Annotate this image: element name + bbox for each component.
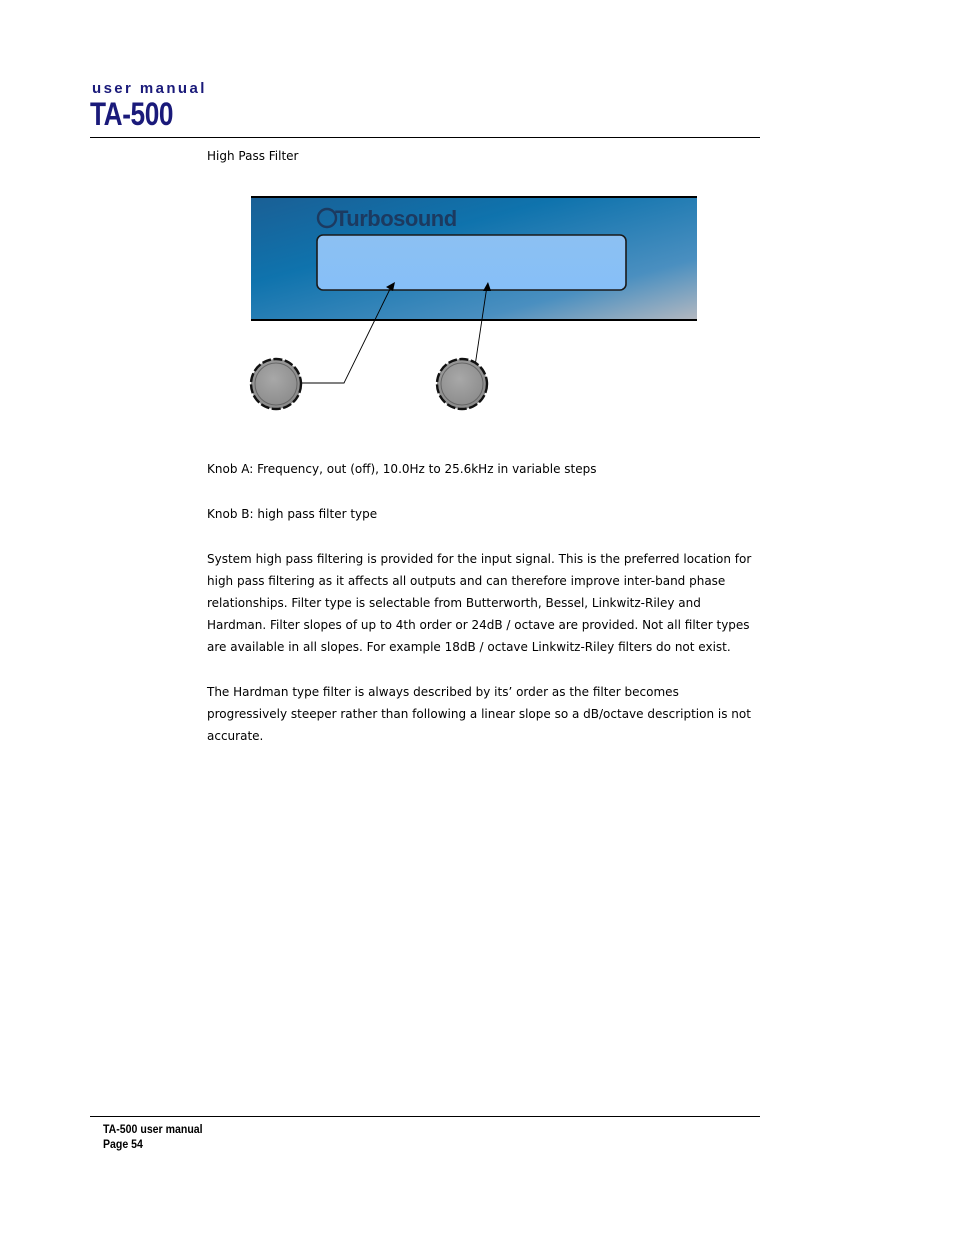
footer-manual-title: TA-500 user manual [103,1122,203,1136]
footer-page-number: Page 54 [103,1137,143,1151]
header-subtitle: user manual [92,80,207,97]
body-paragraph-1: System high pass filtering is provided for the input signal. This is the preferred location for high pass filtering as it affects all outputs and can therefore improve inter-band phase relationships. Filter type is selectable from Butterworth, Bessel, Linkwitz-Riley and Hardman. Filter slopes of up to 4th order or 24dB / octave are provided. Not all filter types are available in all slopes. For example 18dB / octave Linkwitz-Riley filters do not exist. [207,552,752,654]
header-title: TA-500 [90,96,174,132]
lcd-display [317,235,626,290]
header-rule [90,137,760,138]
footer-rule [90,1116,760,1117]
turbosound-logo [318,206,457,231]
knob-a-description: Knob A: Frequency, out (off), 10.0Hz to 25.6kHz in variable steps [207,462,597,476]
knob-b[interactable] [437,359,487,409]
figure-caption: High Pass Filter [207,149,299,163]
logo-text: Turbosound [335,206,457,231]
knob-b-description: Knob B: high pass filter type [207,507,378,521]
knob-a[interactable] [251,359,301,409]
body-paragraph-2: The Hardman type filter is always described by its’ order as the filter becomes progressively steeper rather than following a linear slope so a dB/octave description is not accurate. [207,685,751,743]
front-panel-figure [240,190,710,420]
